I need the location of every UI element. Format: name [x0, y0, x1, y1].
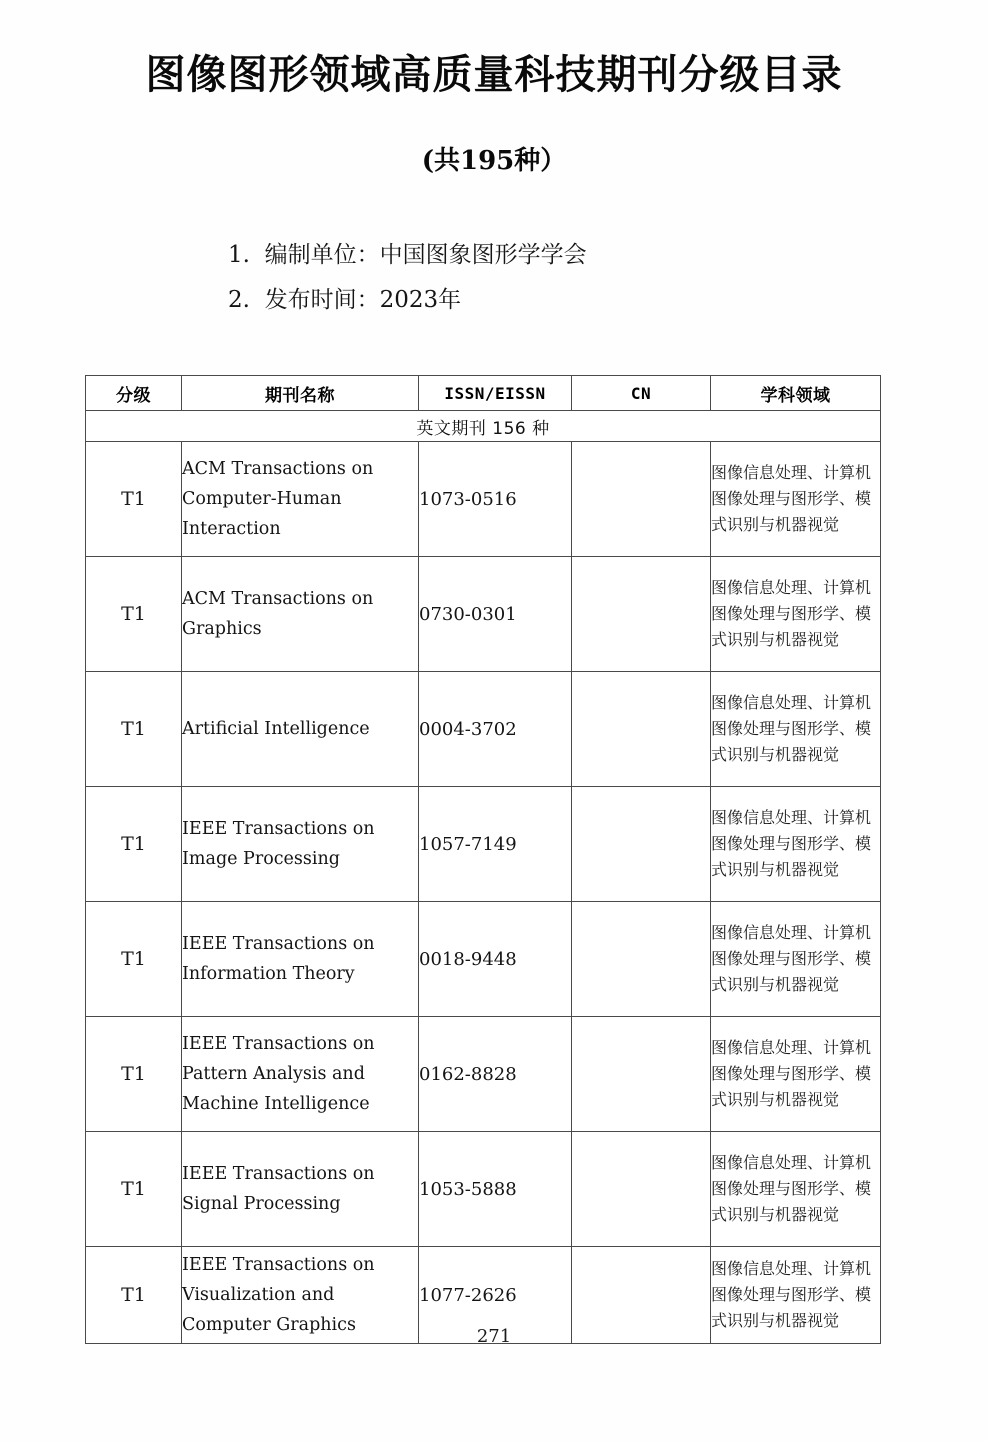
metadata-item-publisher — [0, 233, 988, 278]
column-header-issn: ISSN/EISSN — [419, 376, 572, 411]
cell-grade: T1 — [86, 557, 182, 672]
table-header-row — [86, 376, 881, 411]
cell-cn — [572, 787, 711, 902]
cell-grade: T1 — [86, 1017, 182, 1132]
cell-name: ACM Transactions on Graphics — [182, 557, 419, 672]
cell-subject: 图像信息处理、计算机图像处理与图形学、模式识别与机器视觉 — [711, 902, 881, 1017]
cell-subject: 图像信息处理、计算机图像处理与图形学、模式识别与机器视觉 — [711, 442, 881, 557]
cell-name: IEEE Transactions on Visualization and Computer Graphics — [182, 1247, 419, 1344]
cell-cn — [572, 1017, 711, 1132]
table-row — [86, 902, 881, 1017]
cell-issn: 1057-7149 — [419, 787, 572, 902]
cell-issn: 0004-3702 — [419, 672, 572, 787]
cell-grade: T1 — [86, 787, 182, 902]
cell-subject: 图像信息处理、计算机图像处理与图形学、模式识别与机器视觉 — [711, 672, 881, 787]
metadata-item-release-date — [0, 278, 988, 323]
cell-cn — [572, 442, 711, 557]
column-header-subject: 学科领域 — [711, 376, 881, 411]
cell-cn — [572, 557, 711, 672]
table-row — [86, 1132, 881, 1247]
cell-grade: T1 — [86, 442, 182, 557]
cell-grade: T1 — [86, 672, 182, 787]
column-header-grade: 分级 — [86, 376, 182, 411]
metadata-item-number: 2. — [228, 286, 250, 313]
cell-name: ACM Transactions on Computer-Human Interaction — [182, 442, 419, 557]
cell-name: IEEE Transactions on Signal Processing — [182, 1132, 419, 1247]
page-subtitle: (共195种） — [421, 146, 567, 176]
journal-table-container — [85, 375, 880, 1344]
table-body — [86, 411, 881, 1344]
column-header-name: 期刊名称 — [182, 376, 419, 411]
section-header-row — [86, 411, 881, 442]
cell-subject: 图像信息处理、计算机图像处理与图形学、模式识别与机器视觉 — [711, 557, 881, 672]
cell-issn: 1073-0516 — [419, 442, 572, 557]
cell-grade: T1 — [86, 1132, 182, 1247]
metadata-item-text: 发布时间：2023年 — [249, 286, 462, 313]
table-header — [86, 376, 881, 411]
table-row — [86, 787, 881, 902]
cell-subject: 图像信息处理、计算机图像处理与图形学、模式识别与机器视觉 — [711, 1132, 881, 1247]
page-title: 图像图形领域高质量科技期刊分级目录 — [145, 51, 843, 98]
cell-name: IEEE Transactions on Image Processing — [182, 787, 419, 902]
table-row — [86, 557, 881, 672]
metadata-list — [0, 177, 988, 323]
cell-subject: 图像信息处理、计算机图像处理与图形学、模式识别与机器视觉 — [711, 1247, 881, 1344]
cell-grade: T1 — [86, 902, 182, 1017]
column-header-cn: CN — [572, 376, 711, 411]
cell-grade: T1 — [86, 1247, 182, 1344]
metadata-item-text: 编制单位：中国图象图形学学会 — [249, 242, 587, 268]
table-row — [86, 442, 881, 557]
cell-issn: 0018-9448 — [419, 902, 572, 1017]
journal-table — [85, 375, 881, 1344]
page-number: 271 — [476, 1326, 512, 1347]
table-row — [86, 672, 881, 787]
table-row — [86, 1017, 881, 1132]
cell-cn — [572, 1132, 711, 1247]
cell-issn: 0162-8828 — [419, 1017, 572, 1132]
cell-subject: 图像信息处理、计算机图像处理与图形学、模式识别与机器视觉 — [711, 787, 881, 902]
cell-name: IEEE Transactions on Pattern Analysis and Machine Intelligence — [182, 1017, 419, 1132]
cell-issn: 0730-0301 — [419, 557, 572, 672]
cell-name: Artificial Intelligence — [182, 672, 419, 787]
section-header-label: 英文期刊 156 种 — [86, 411, 881, 442]
metadata-item-number: 1. — [228, 242, 250, 268]
cell-name: IEEE Transactions on Information Theory — [182, 902, 419, 1017]
cell-cn — [572, 902, 711, 1017]
cell-subject: 图像信息处理、计算机图像处理与图形学、模式识别与机器视觉 — [711, 1017, 881, 1132]
cell-issn: 1077-2626 — [419, 1247, 572, 1344]
cell-cn — [572, 672, 711, 787]
cell-issn: 1053-5888 — [419, 1132, 572, 1247]
